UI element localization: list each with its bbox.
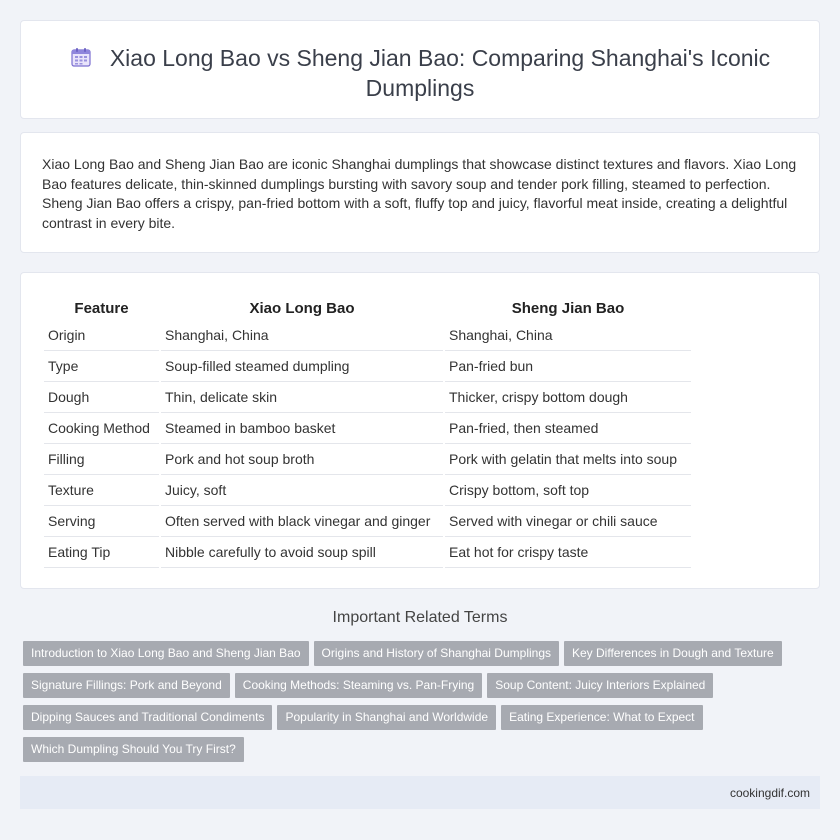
- column-header: Sheng Jian Bao: [511, 299, 625, 317]
- related-term-tag[interactable]: Introduction to Xiao Long Bao and Sheng Jian Bao: [23, 641, 309, 666]
- related-term-tag[interactable]: Origins and History of Shanghai Dumplings: [314, 641, 559, 666]
- xiao-long-bao-cell: Steamed in bamboo basket: [161, 413, 443, 444]
- intro-card: [20, 132, 820, 253]
- feature-cell: Eating Tip: [44, 537, 159, 568]
- sheng-jian-bao-cell: Eat hot for crispy taste: [445, 537, 691, 568]
- table-row: [44, 413, 691, 444]
- related-term-tag[interactable]: Eating Experience: What to Expect: [501, 705, 702, 730]
- xiao-long-bao-cell: Shanghai, China: [161, 320, 443, 351]
- sheng-jian-bao-cell: Pork with gelatin that melts into soup: [445, 444, 691, 475]
- feature-cell: Type: [44, 351, 159, 382]
- column-header: Feature: [74, 299, 129, 317]
- table-row: [44, 382, 691, 413]
- related-term-tag[interactable]: Which Dumpling Should You Try First?: [23, 737, 244, 762]
- sheng-jian-bao-cell: Thicker, crispy bottom dough: [445, 382, 691, 413]
- footer-site-link[interactable]: cookingdif.com: [729, 786, 810, 800]
- header-card: [20, 20, 820, 119]
- sheng-jian-bao-cell: Pan-fried, then steamed: [445, 413, 691, 444]
- table-row: [44, 320, 691, 351]
- table-row: [44, 475, 691, 506]
- related-term-tag[interactable]: Signature Fillings: Pork and Beyond: [23, 673, 230, 698]
- sheng-jian-bao-cell: Served with vinegar or chili sauce: [445, 506, 691, 537]
- related-terms-heading: Important Related Terms: [332, 609, 508, 626]
- calendar-icon: [70, 45, 92, 67]
- feature-cell: Serving: [44, 506, 159, 537]
- feature-cell: Dough: [44, 382, 159, 413]
- comparison-table: [42, 296, 693, 568]
- xiao-long-bao-cell: Thin, delicate skin: [161, 382, 443, 413]
- feature-cell: Origin: [44, 320, 159, 351]
- intro-paragraph: Xiao Long Bao and Sheng Jian Bao are iconic Shanghai dumplings that showcase distinct textures and flavors. Xiao Long Bao features delicate, thin-skinned dumplings bursting with savory soup and tender pork filling, steamed to perfection. Sheng Jian Bao offers a crispy, pan-fried bottom with a soft, fluffy top and juicy, flavorful meat inside, creating a delightful contrast in every bite.: [42, 156, 797, 231]
- footer: [20, 776, 820, 809]
- sheng-jian-bao-cell: Crispy bottom, soft top: [445, 475, 691, 506]
- feature-cell: Filling: [44, 444, 159, 475]
- feature-cell: Texture: [44, 475, 159, 506]
- related-term-tag[interactable]: Popularity in Shanghai and Worldwide: [277, 705, 496, 730]
- page-title: Xiao Long Bao vs Sheng Jian Bao: Comparing Shanghai's Iconic Dumplings: [109, 45, 771, 101]
- related-term-tag[interactable]: Cooking Methods: Steaming vs. Pan-Frying: [235, 673, 482, 698]
- sheng-jian-bao-cell: Shanghai, China: [445, 320, 691, 351]
- related-term-tag[interactable]: Soup Content: Juicy Interiors Explained: [487, 673, 713, 698]
- related-term-tag[interactable]: Dipping Sauces and Traditional Condiments: [23, 705, 272, 730]
- table-header-row: [44, 296, 691, 320]
- table-row: [44, 537, 691, 568]
- feature-cell: Cooking Method: [44, 413, 159, 444]
- table-row: [44, 506, 691, 537]
- page-title-wrap: [61, 43, 779, 103]
- sheng-jian-bao-cell: Pan-fried bun: [445, 351, 691, 382]
- xiao-long-bao-cell: Pork and hot soup broth: [161, 444, 443, 475]
- column-header: Xiao Long Bao: [249, 299, 355, 317]
- comparison-card: [20, 272, 820, 589]
- table-row: [44, 351, 691, 382]
- xiao-long-bao-cell: Nibble carefully to avoid soup spill: [161, 537, 443, 568]
- xiao-long-bao-cell: Soup-filled steamed dumpling: [161, 351, 443, 382]
- related-term-tag[interactable]: Key Differences in Dough and Texture: [564, 641, 782, 666]
- xiao-long-bao-cell: Often served with black vinegar and ginger: [161, 506, 443, 537]
- table-row: [44, 444, 691, 475]
- xiao-long-bao-cell: Juicy, soft: [161, 475, 443, 506]
- related-terms-list: [23, 641, 813, 769]
